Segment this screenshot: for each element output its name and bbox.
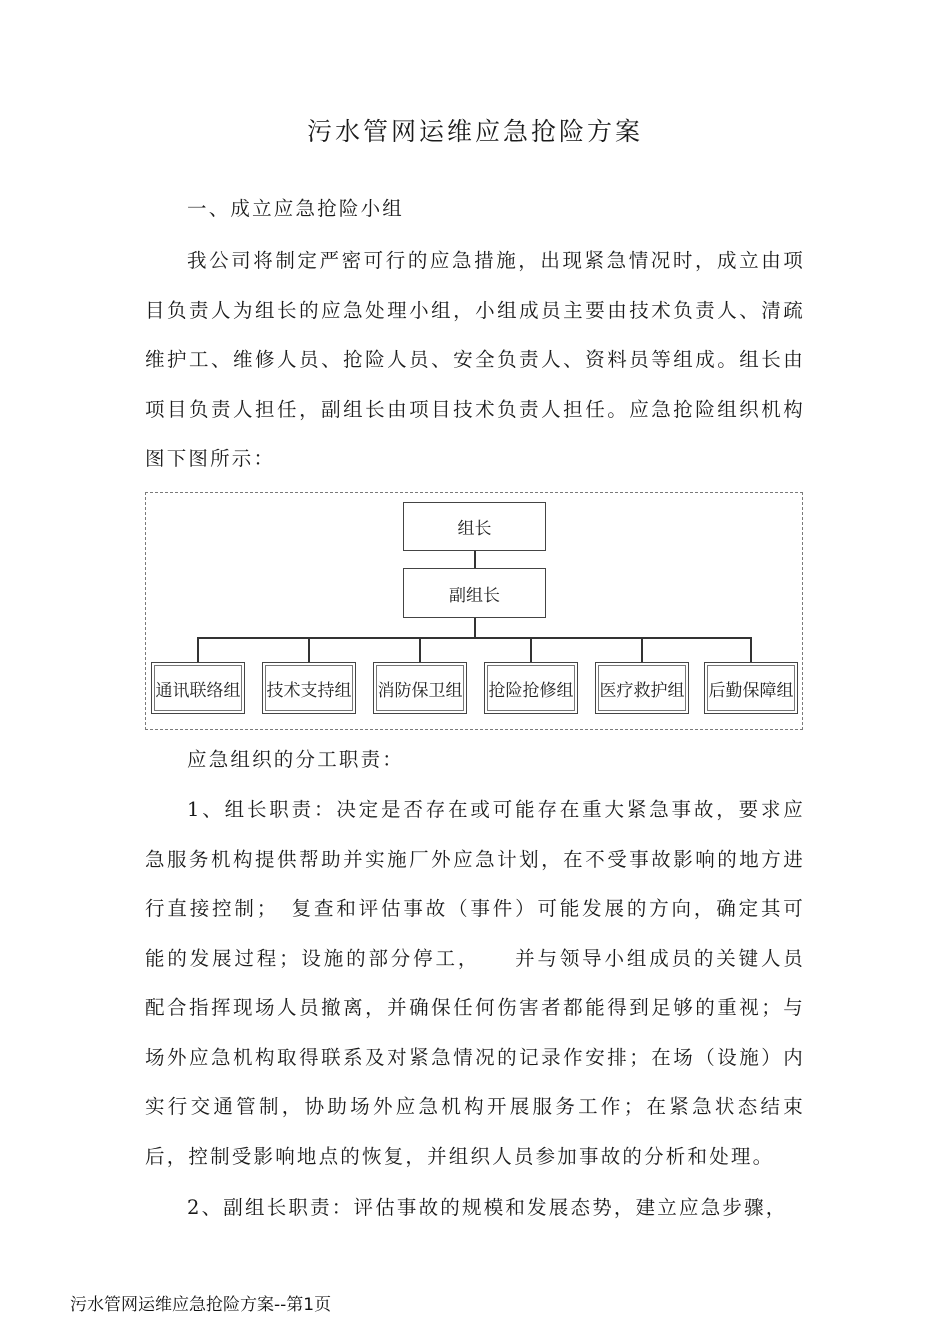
org-box-group: 抢险抢修组 [484, 662, 578, 714]
org-box-group: 技术支持组 [262, 662, 356, 714]
org-box-leader: 组长 [403, 502, 546, 551]
org-box-deputy: 副组长 [403, 568, 546, 618]
duties-heading: 应急组织的分工职责： [187, 748, 405, 771]
org-connector [474, 618, 476, 638]
org-chart [145, 492, 803, 730]
org-connector [197, 637, 752, 639]
org-box-group: 消防保卫组 [373, 662, 467, 714]
duty-paragraph-1: 1、组长职责：决定是否存在或可能存在重大紧急事故，要求应急服务机构提供帮助并实施厂外应急计划，在不受事故影响的地方进行直接控制； 复查和评估事故（事件）可能发展的方向，确定其可能的发展过程；设施的部分停工， 并与领导小组成员的关键人员配合指挥现场人员撤离，并确保任何伤害者都能得到足够的重视；与场外应急机构取得联系及对紧急情况的记录作安排；在场（设施）内实行交通管制，协助场外应急机构开展服务工作；在紧急状态结束后，控制受影响地点的恢复，并组织人员参加事故的分析和处理。 [145, 798, 805, 1168]
page-title: 污水管网运维应急抢险方案 [306, 117, 643, 146]
org-box-group: 通讯联络组 [151, 662, 245, 714]
duty-paragraph-2: 2、副组长职责：评估事故的规模和发展态势，建立应急步骤， [187, 1196, 788, 1219]
section-body: 我公司将制定严密可行的应急措施，出现紧急情况时，成立由项目负责人为组长的应急处理小组，小组成员主要由技术负责人、清疏维护工、维修人员、抢险人员、安全负责人、资料员等组成。组长由项目负责人担任，副组长由项目技术负责人担任。应急抢险组织机构图下图所示： [145, 249, 805, 470]
org-connector [530, 638, 532, 662]
org-connector [308, 638, 310, 662]
org-box-group: 医疗救护组 [595, 662, 689, 714]
page-footer: 污水管网运维应急抢险方案--第1页 [70, 1295, 332, 1315]
org-connector [197, 638, 199, 662]
org-connector [419, 638, 421, 662]
org-connector [750, 638, 752, 662]
org-box-group: 后勤保障组 [704, 662, 798, 714]
org-connector [474, 551, 476, 568]
section-heading: 一、成立应急抢险小组 [187, 197, 405, 220]
org-connector [641, 638, 643, 662]
